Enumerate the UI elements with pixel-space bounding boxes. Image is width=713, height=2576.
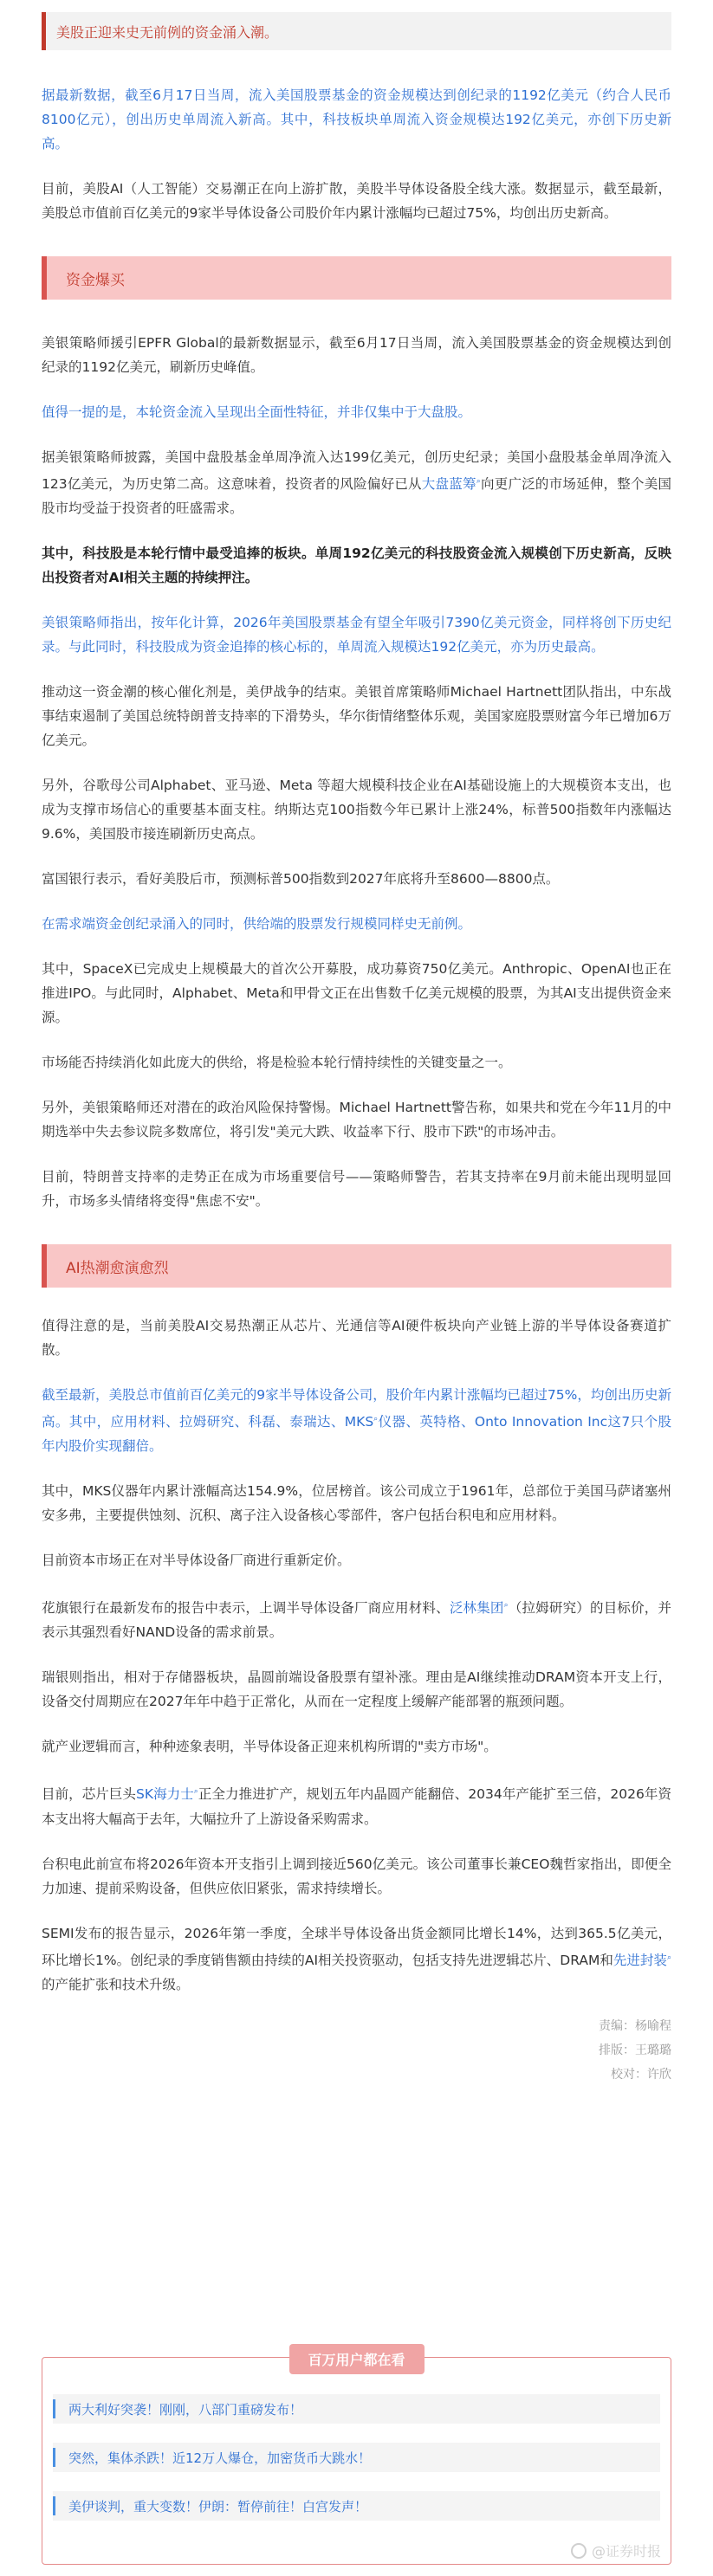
section1-paragraph: 在需求端资金创纪录涌入的同时，供给端的股票发行规模同样史无前例。 xyxy=(42,916,472,933)
section1-paragraph: 另外，美银策略师还对潜在的政治风险保持警惕。Michael Hartnett警告称，如果共和党在今年11月的中期选举中失去参议院多数席位，将引发"美元大跌、收益率下行、股市下跌"的市场冲击。 xyxy=(42,1100,671,1140)
section1-paragraph: 推动这一资金潮的核心催化剂是，美伊战争的结束。美银首席策略师Michael Hartnett团队指出，中东战事结束遏制了美国总统特朗普支持率的下滑势头，华尔街情绪整体乐观，美国家庭股票财富今年已增加6万亿美元。 xyxy=(42,684,671,749)
recommended-link-1[interactable]: 两大利好突袭！刚刚，八部门重磅发布！ xyxy=(53,2394,660,2424)
section2-paragraph: SEMI发布的报告显示，2026年第一季度，全球半导体设备出货金额同比增长14%，达到365.5亿美元，环比增长1%。创纪录的季度销售额由持续的AI相关投资驱动，包括支持先进逻辑芯片、DRAM和先进封装⌕的产能扩张和技术升级。 xyxy=(42,1925,671,1992)
section1-paragraph: 富国银行表示，看好美股后市，预测标普500指数到2027年底将升至8600—8800点。 xyxy=(42,871,560,888)
section1-paragraph: 美银策略师指出，按年化计算，2026年美国股票基金有望全年吸引7390亿美元资金，同样将创下历史纪录。与此同时，科技股成为资金追捧的核心标的，单周流入规模达192亿美元，亦为历史最高。 xyxy=(42,615,671,655)
recommended-link-2[interactable]: 突然，集体杀跌！近12万人爆仓，加密货币大跳水！ xyxy=(53,2443,660,2472)
section2-paragraph: 花旗银行在最新发布的报告中表示，上调半导体设备厂商应用材料、泛林集团⌕（拉姆研究）的目标价，并表示其强烈看好NAND设备的需求前景。 xyxy=(42,1600,671,1641)
recommended-link-3[interactable]: 美伊谈判，重大变数！伊朗：暂停前往！白宫发声！ xyxy=(53,2491,660,2521)
section1-paragraph: 目前，特朗普支持率的走势正在成为市场重要信号——策略师警告，若其支持率在9月前未能出现明显回升，市场多头情绪将变得"焦虑不安"。 xyxy=(42,1169,671,1210)
large-cap-link[interactable]: 大盘蓝筹 xyxy=(421,476,476,493)
top-banner-text: 美股正迎来史无前例的资金涌入潮。 xyxy=(56,23,279,41)
section-header-funds xyxy=(42,256,671,300)
credit-layout: 排版：王璐璐 xyxy=(599,2043,671,2057)
section2-paragraph: 截至最新，美股总市值前百亿美元的9家半导体设备公司，股价年内累计涨幅均已超过75%，均创出历史新高。其中，应用材料、拉姆研究、科磊、泰瑞达、MKS⌕仪器、英特格、Onto Innovation Inc这7只个股年内股价实现翻倍。 xyxy=(42,1387,671,1455)
section2-paragraph: 其中，MKS仪器年内累计涨幅高达154.9%，位居榜首。该公司成立于1961年，总部位于美国马萨诸塞州安多弗，主要提供蚀刻、沉积、离子注入设备核心零部件，客户包括台积电和应用材料。 xyxy=(42,1483,671,1524)
top-banner xyxy=(42,12,671,50)
credit-proofread: 校对：许欣 xyxy=(611,2067,671,2082)
section1-paragraph-bold: 其中，科技股是本轮行情中最受追捧的板块。单周192亿美元的科技股资金流入规模创下历史新高，反映出投资者对AI相关主题的持续押注。 xyxy=(42,546,671,586)
section-title: AI热潮愈演愈烈 xyxy=(66,1259,169,1277)
advanced-packaging-link[interactable]: 先进封装 xyxy=(613,1952,667,1968)
section2-paragraph: 目前，芯片巨头SK海力士⌕正全力推进扩产，规划五年内晶圆产能翻倍、2034年产能扩至三倍，2026年资本支出将大幅高于去年，大幅拉升了上游设备采购需求。 xyxy=(42,1786,671,1827)
weibo-icon xyxy=(571,2543,587,2559)
section1-paragraph: 市场能否持续消化如此庞大的供给，将是检验本轮行情持续性的关键变量之一。 xyxy=(42,1055,512,1071)
section2-paragraph: 瑞银则指出，相对于存储器板块，晶圆前端设备股票有望补涨。理由是AI继续推动DRAM资本开支上行，设备交付周期应在2027年年中趋于正常化，从而在一定程度上缓解产能部署的瓶颈问题。 xyxy=(42,1669,671,1710)
section1-paragraph: 值得一提的是，本轮资金流入呈现出全面性特征，并非仅集中于大盘股。 xyxy=(42,404,472,420)
recommended-title: 百万用户都在看 xyxy=(288,2344,424,2374)
mks-link[interactable]: MKS xyxy=(344,1414,374,1430)
section1-paragraph: 其中，SpaceX已完成史上规模最大的首次公开募股，成功募资750亿美元。Anthropic、OpenAI也正在推进IPO。与此同时，Alphabet、Meta和甲骨文正在出售数千亿美元规模的股票，为其AI支出提供资金来源。 xyxy=(42,961,671,1026)
section2-paragraph: 就产业逻辑而言，种种迹象表明，半导体设备正迎来机构所谓的"卖方市场"。 xyxy=(42,1739,497,1755)
search-icon: ⌕ xyxy=(373,1415,379,1424)
section-title: 资金爆买 xyxy=(66,271,125,289)
section-header-ai xyxy=(42,1244,671,1288)
section1-paragraph: 另外，谷歌母公司Alphabet、亚马逊、Meta 等超大规模科技企业在AI基础设施上的大规模资本支出，也成为支撑市场信心的重要基本面支柱。纳斯达克100指数今年已累计上涨24%，标普500指数年内涨幅达9.6%，美国股市接连刷新历史高点。 xyxy=(42,778,671,843)
search-icon: ⌕ xyxy=(503,1601,509,1611)
section1-paragraph: 美银策略师援引EPFR Global的最新数据显示，截至6月17日当周，流入美国股票基金的资金规模达到创纪录的1192亿美元，刷新历史峰值。 xyxy=(42,335,671,375)
credit-editor: 责编：杨喻程 xyxy=(599,2018,671,2033)
section1-paragraph: 据美银策略师披露，美国中盘股基金单周净流入达199亿美元，创历史纪录；美国小盘股基金单周净流入123亿美元，为历史第二高。这意味着，投资者的风险偏好已从大盘蓝筹⌕向更广泛的市场延伸，整个美国股市均受益于投资者的旺盛需求。 xyxy=(42,449,671,517)
watermark xyxy=(571,2540,661,2560)
intro-paragraph-2: 目前，美股AI（人工智能）交易潮正在向上游扩散，美股半导体设备股全线大涨。数据显示，截至最新，美股总市值前百亿美元的9家半导体设备公司股价年内累计涨幅均已超过75%，均创出历史新高。 xyxy=(42,181,671,221)
section2-paragraph: 台积电此前宣布将2026年资本开支指引上调到接近560亿美元。该公司董事长兼CEO魏哲家指出，即便全力加速、提前采购设备，但供应依旧紧张，需求持续增长。 xyxy=(42,1856,671,1896)
search-icon: ⌕ xyxy=(193,1787,198,1797)
recommended-box xyxy=(42,2352,671,2565)
section2-paragraph: 值得注意的是，当前美股AI交易热潮正从芯片、光通信等AI硬件板块向产业链上游的半导体设备赛道扩散。 xyxy=(42,1318,671,1359)
article-page xyxy=(0,12,713,2576)
search-icon: ⌕ xyxy=(476,477,481,486)
watermark-text: @证券时报 xyxy=(591,2543,661,2560)
intro-paragraph-1: 据最新数据，截至6月17日当周，流入美国股票基金的资金规模达到创纪录的1192亿美元（约合人民币8100亿元），创出历史单周流入新高。其中，科技板块单周流入资金规模达192亿美元，亦创下历史新高。 xyxy=(42,87,671,152)
search-icon: ⌕ xyxy=(666,1953,671,1962)
section2-paragraph: 目前资本市场正在对半导体设备厂商进行重新定价。 xyxy=(42,1553,351,1569)
lam-research-link[interactable]: 泛林集团 xyxy=(449,1600,504,1617)
credits xyxy=(42,2014,671,2087)
sk-hynix-link[interactable]: SK海力士 xyxy=(136,1786,194,1803)
